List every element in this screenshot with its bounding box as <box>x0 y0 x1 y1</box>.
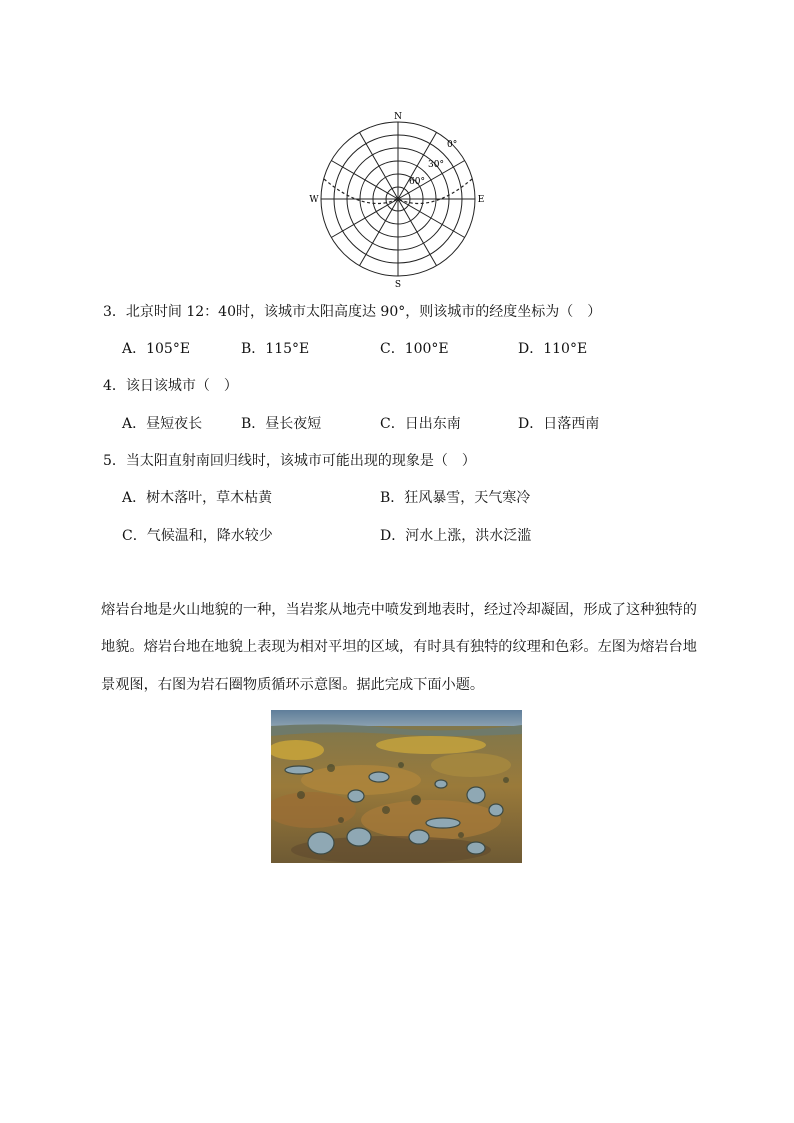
question-3-option-b: B．115°E <box>241 341 310 357</box>
question-3-option-c: C．100°E <box>380 341 449 357</box>
north-label: N <box>394 112 402 122</box>
passage-line-1: 熔岩台地是火山地貌的一种，当岩浆从地壳中喷发到地表时，经过冷却凝固，形成了这种独特的 <box>101 602 697 618</box>
question-3-stem: 3．北京时间 12：40时，该城市太阳高度达 90°，则该城市的经度坐标为（ ） <box>103 304 602 320</box>
latitude-label-60: 60° <box>409 177 425 187</box>
question-4-option-c: C．日出东南 <box>380 416 461 432</box>
latitude-label-0: 0° <box>447 140 458 150</box>
question-5-stem: 5．当太阳直射南回归线时，该城市可能出现的现象是（ ） <box>103 453 476 469</box>
passage-line-2: 地貌。熔岩台地在地貌上表现为相对平坦的区域，有时具有独特的纹理和色彩。左图为熔岩台地 <box>101 639 697 655</box>
question-3-option-a: A．105°E <box>122 341 191 357</box>
question-5-option-d: D．河水上涨，洪水泛滥 <box>380 528 532 544</box>
question-5-option-b: B．狂风暴雪，天气寒冷 <box>380 490 531 506</box>
question-4-option-b: B．昼长夜短 <box>241 416 322 432</box>
polar-diagram <box>305 106 491 290</box>
lava-plateau-photo <box>271 710 522 863</box>
question-5-option-a: A．树木落叶，草木枯黄 <box>122 490 273 506</box>
passage-line-3: 景观图，右图为岩石圈物质循环示意图。据此完成下面小题。 <box>101 677 485 693</box>
question-4-option-d: D．日落西南 <box>518 416 600 432</box>
south-label: S <box>394 280 402 290</box>
question-5-option-c: C．气候温和，降水较少 <box>122 528 273 544</box>
question-4-option-a: A．昼短夜长 <box>122 416 203 432</box>
question-3-option-d: D．110°E <box>518 341 588 357</box>
east-label: E <box>477 195 485 205</box>
latitude-label-30: 30° <box>428 160 444 170</box>
question-4-stem: 4．该日该城市（ ） <box>103 378 238 394</box>
west-label: W <box>309 195 319 205</box>
